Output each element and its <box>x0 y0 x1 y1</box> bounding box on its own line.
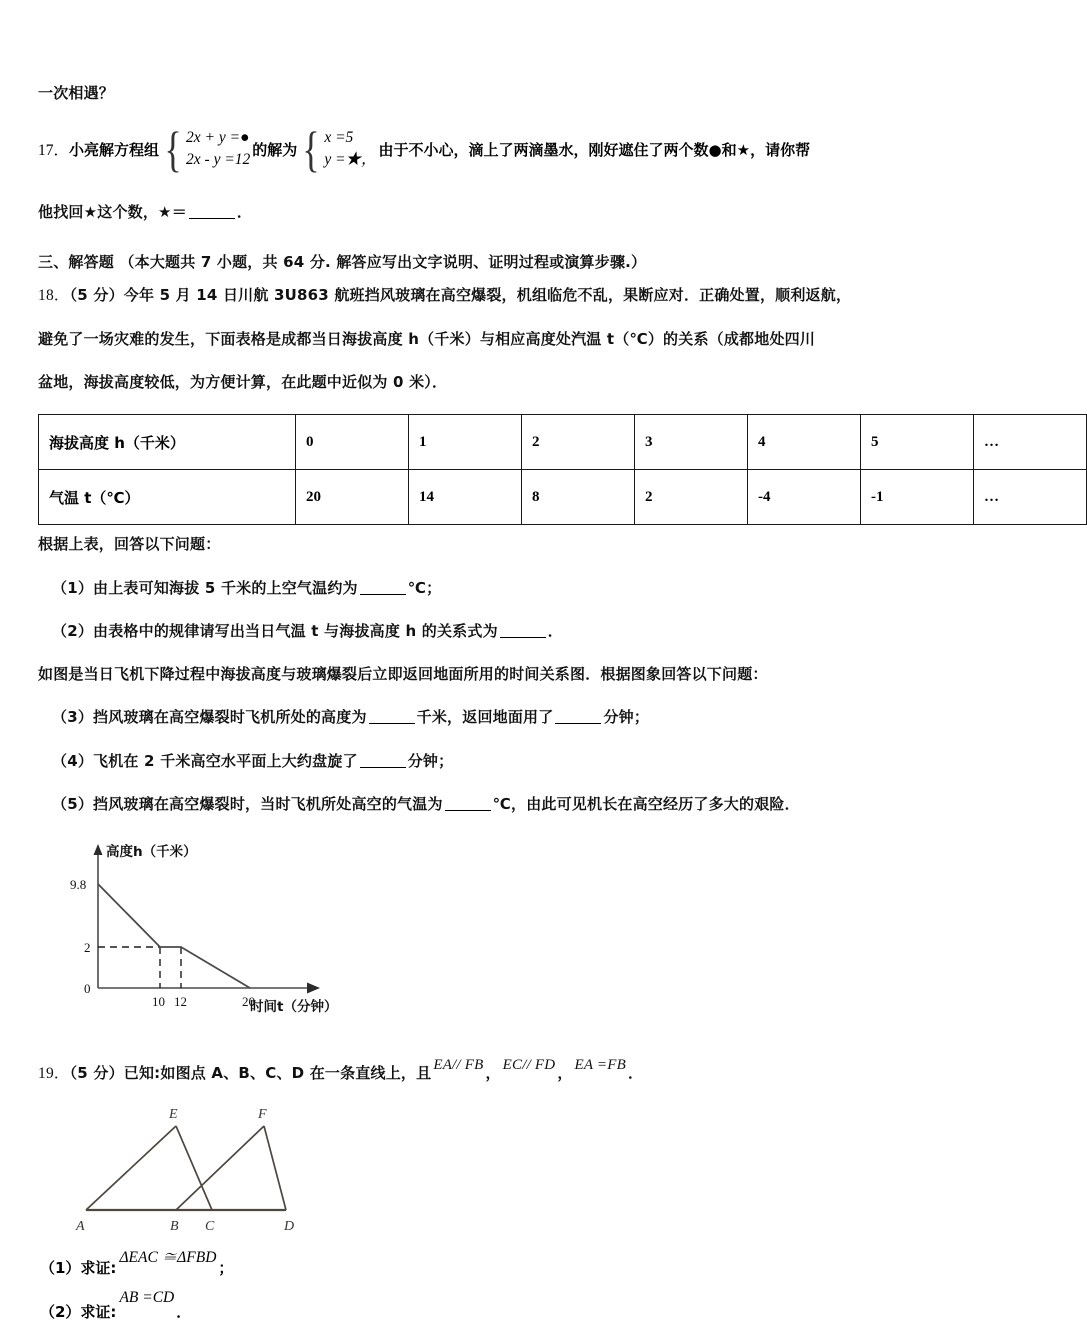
x-axis-arrow-icon <box>307 983 320 994</box>
table-cell: 2 <box>522 415 635 470</box>
left-brace-icon: { <box>164 120 182 177</box>
segment-BF <box>176 1126 264 1210</box>
x-axis-title: 时间t（分钟） <box>250 999 338 1016</box>
q17-tail-post: ． <box>236 203 253 222</box>
q18-sub4-b: 分钟； <box>407 751 454 770</box>
q19-prove-1 <box>38 1249 922 1278</box>
q19-period: ． <box>627 1064 644 1083</box>
q18-sub1-unit: ℃； <box>407 578 442 597</box>
q17-after: 由于不小心，滴上了两滴墨水，刚好遮住了两个数●和★，请你帮 <box>378 140 811 159</box>
q18-sub-4 <box>38 750 922 773</box>
q18-sub3-c: 分钟； <box>603 708 650 727</box>
q18-sub-2 <box>38 620 922 643</box>
q19-comma-2: ， <box>557 1064 573 1083</box>
height-time-chart <box>58 836 478 1016</box>
q18-sub-3 <box>38 706 922 729</box>
q18-sub-1 <box>38 577 922 600</box>
table-cell: 2 <box>635 470 748 525</box>
q17-system-right <box>299 120 377 177</box>
table-cell: 1 <box>409 415 522 470</box>
segment-EC <box>176 1126 212 1210</box>
table-row <box>39 415 1087 470</box>
segment-FD <box>264 1126 286 1210</box>
q18-number: 18． <box>38 286 70 304</box>
q19-number: 19． <box>38 1065 70 1083</box>
q18-sub3-a: （3）挡风玻璃在高空爆裂时飞机所处的高度为 <box>52 708 367 727</box>
q18-sub3-b: 千米，返回地面用了 <box>416 708 554 727</box>
y-axis-title: 高度h（千米） <box>106 844 197 861</box>
table-cell: -4 <box>748 470 861 525</box>
segment-AE <box>86 1126 176 1210</box>
q18-sub1-blank[interactable] <box>360 579 406 594</box>
table-cell: 4 <box>748 415 861 470</box>
triangles-diagram <box>64 1098 384 1238</box>
q19-statement <box>38 1057 922 1086</box>
q17-eq-1: 2x + y =● <box>186 129 250 147</box>
q19-prove2-end: ． <box>176 1303 192 1322</box>
vertex-label-E: E <box>169 1107 178 1123</box>
q17-mid: 的解为 <box>252 140 298 159</box>
table-row-label: 气温 t（℃） <box>39 470 296 525</box>
descent-line-series <box>98 884 250 988</box>
vertex-label-C: C <box>205 1219 215 1235</box>
q17-sol-2: y =★， <box>324 151 377 169</box>
q19-comma-1: ， <box>485 1064 501 1083</box>
q17-sol-1: x =5 <box>324 129 354 147</box>
table-cell: 5 <box>861 415 974 470</box>
y-axis-arrow-icon <box>94 844 103 855</box>
page-content <box>38 82 999 1322</box>
table-cell: 20 <box>296 470 409 525</box>
q18-score: （5 分） <box>69 285 124 304</box>
section-heading: 三、解答题 （本大题共 7 小题，共 64 分. 解答应写出文字说明、证明过程或演算步骤.） <box>38 252 647 271</box>
vertex-label-F: F <box>258 1107 267 1123</box>
q19-condition-1: EA// FB <box>433 1057 484 1074</box>
q18-para-2: 避免了一场灾难的发生，下面表格是成都当日海拔高度 h（千米）与相应高度处汽温 t（℃）的关系（成都地处四川 <box>38 329 816 348</box>
altitude-temperature-table <box>38 414 1087 525</box>
vertex-label-D: D <box>284 1219 295 1235</box>
x-tick-label-20: 20 <box>242 994 255 1010</box>
q18-sub4-blank[interactable] <box>360 752 406 767</box>
q17-tail <box>38 201 922 224</box>
q19-lead: 已知:如图点 A、B、C、D 在一条直线上，且 <box>123 1064 432 1083</box>
vertex-label-A: A <box>76 1219 85 1235</box>
q18-text-1: 今年 5 月 14 日川航 3U863 航班挡风玻璃在高空爆裂，机组临危不乱，果断应对．正确处置，顺利返航， <box>123 285 852 304</box>
y-tick-label-0: 0 <box>84 981 91 997</box>
table-cell: … <box>974 415 1087 470</box>
q18-sub5-b: ℃，由此可见机长在高空经历了多大的艰险． <box>492 794 800 813</box>
geometry-svg <box>64 1098 384 1238</box>
q18-sub3-blank-1[interactable] <box>369 709 415 724</box>
table-cell: -1 <box>861 470 974 525</box>
table-row-label: 海拔高度 h（千米） <box>39 415 296 470</box>
q17-eq-2: 2x - y =12 <box>186 151 251 169</box>
q19-score: （5 分） <box>69 1064 124 1083</box>
q18-sub1-text: （1）由上表可知海拔 5 千米的上空气温约为 <box>52 578 358 597</box>
y-tick-label-98: 9.8 <box>70 877 87 893</box>
q17-answer-blank[interactable] <box>189 204 235 219</box>
q18-sub-5 <box>38 793 922 816</box>
q19-prove-2 <box>38 1289 922 1322</box>
q19-condition-2: EC// FD <box>502 1057 556 1074</box>
question-17 <box>38 120 922 177</box>
q17-system-left <box>161 120 251 177</box>
left-brace-icon-2: { <box>302 120 320 177</box>
q18-sub2-blank[interactable] <box>500 623 546 638</box>
q18-para-1 <box>38 284 922 308</box>
continued-question-line: 一次相遇？ <box>38 84 115 102</box>
y-tick-label-2: 2 <box>84 940 91 956</box>
q19-condition-3: EA =FB <box>574 1057 626 1074</box>
q18-sub5-a: （5）挡风玻璃在高空爆裂时，当时飞机所处高空的气温为 <box>52 794 443 813</box>
q17-number: 17． <box>38 142 70 160</box>
table-cell: 8 <box>522 470 635 525</box>
q17-tail-pre: 他找回★这个数，★＝ <box>38 203 187 222</box>
q18-sub5-blank[interactable] <box>445 796 491 811</box>
vertex-label-B: B <box>170 1219 179 1235</box>
q19-prove1-label: （1）求证: <box>40 1259 117 1278</box>
table-cell: 14 <box>409 470 522 525</box>
q18-graph-intro: 如图是当日飞机下降过程中海拔高度与玻璃爆裂后立即返回地面所用的时间关系图．根据图象回答以下问题： <box>38 665 768 684</box>
q18-para-3: 盆地，海拔高度较低，为方便计算，在此题中近似为 0 米）． <box>38 373 448 392</box>
q18-sub3-blank-2[interactable] <box>555 709 601 724</box>
q18-table-intro: 根据上表，回答以下问题： <box>38 535 221 554</box>
q18-sub4-a: （4）飞机在 2 千米高空水平面上大约盘旋了 <box>52 751 358 770</box>
q18-sub2-end: ． <box>547 621 563 640</box>
chart-svg <box>58 836 478 1016</box>
q19-prove2-expression: AB =CD <box>119 1289 175 1307</box>
table-row <box>39 470 1087 525</box>
x-tick-label-10: 10 <box>152 994 165 1010</box>
table-cell: 3 <box>635 415 748 470</box>
q19-prove1-end: ； <box>218 1259 234 1278</box>
question-19 <box>38 1057 922 1322</box>
question-18 <box>38 284 922 395</box>
table-cell: … <box>974 470 1087 525</box>
q19-prove1-expression: ΔEAC ≅ΔFBD <box>119 1249 217 1267</box>
x-tick-label-12: 12 <box>174 994 187 1010</box>
q17-lead: 小亮解方程组 <box>69 140 160 159</box>
table-cell: 0 <box>296 415 409 470</box>
q19-prove2-label: （2）求证: <box>40 1303 117 1322</box>
q18-sub2-text: （2）由表格中的规律请写出当日气温 t 与海拔高度 h 的关系式为 <box>52 621 498 640</box>
